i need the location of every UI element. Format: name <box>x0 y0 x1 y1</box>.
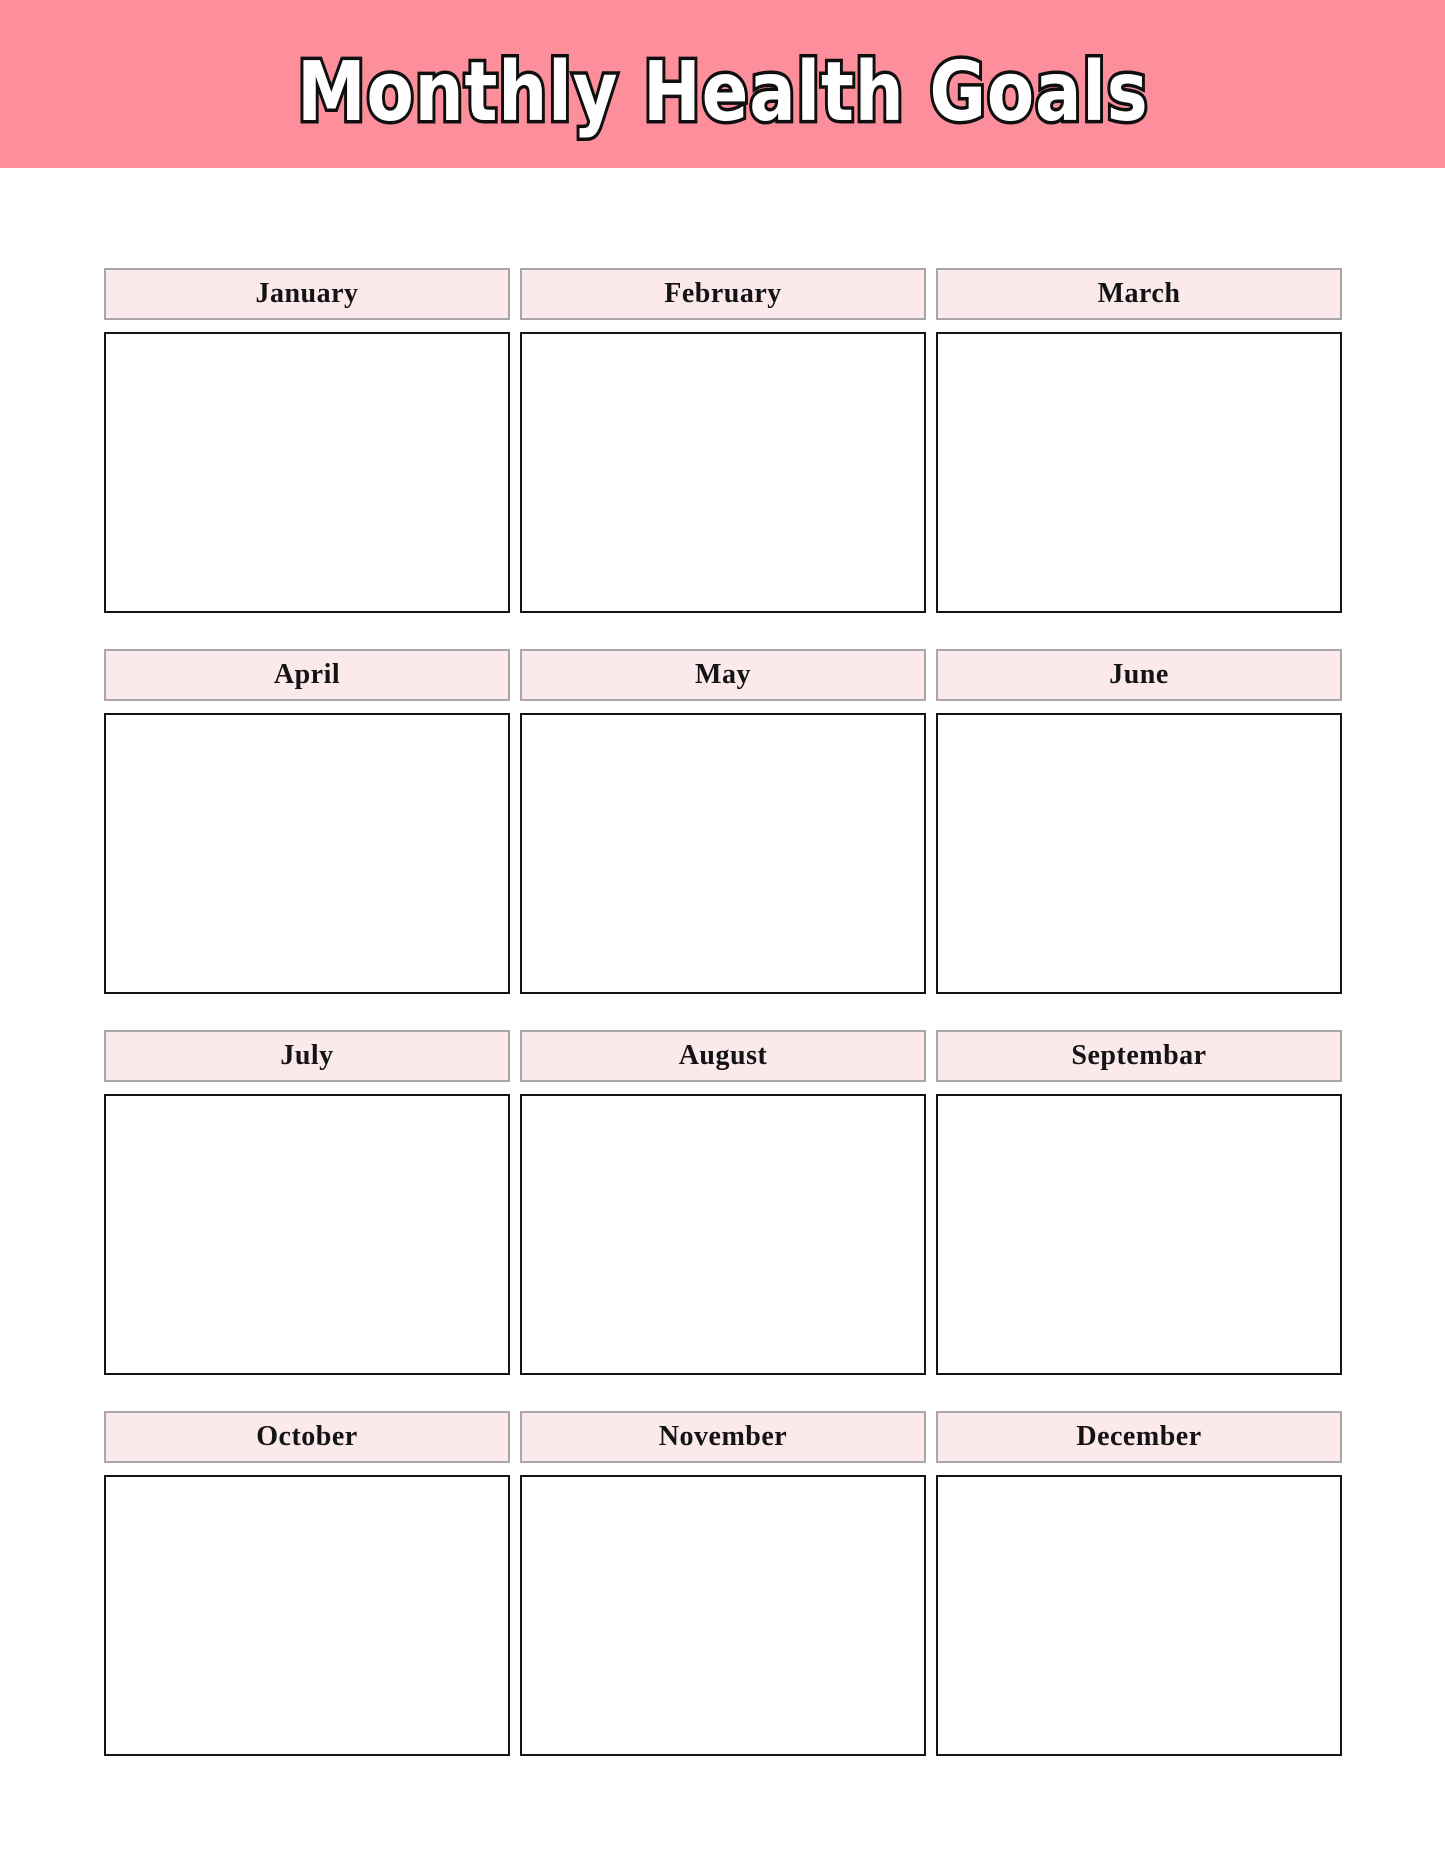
month-label: June <box>1109 659 1169 690</box>
months-grid <box>104 268 1342 1756</box>
page-title: Monthly Health Goals <box>296 44 1149 140</box>
month-card <box>520 268 926 613</box>
month-card <box>936 1030 1342 1375</box>
month-goals-box[interactable] <box>936 1475 1342 1756</box>
month-label: November <box>658 1421 788 1452</box>
month-label: March <box>1097 278 1181 309</box>
month-header <box>520 649 926 701</box>
month-header <box>520 1030 926 1082</box>
month-goals-box[interactable] <box>520 1475 926 1756</box>
month-label: May <box>695 659 751 690</box>
month-label: January <box>255 278 359 309</box>
month-label: October <box>256 1421 358 1452</box>
month-header <box>104 649 510 701</box>
month-card <box>520 649 926 994</box>
month-label: Septembar <box>1071 1040 1207 1071</box>
month-goals-box[interactable] <box>104 332 510 613</box>
month-header <box>936 1411 1342 1463</box>
month-goals-box[interactable] <box>936 332 1342 613</box>
month-header <box>520 268 926 320</box>
month-header <box>936 1030 1342 1082</box>
month-goals-box[interactable] <box>104 1475 510 1756</box>
month-label: February <box>664 278 782 309</box>
month-header <box>104 268 510 320</box>
month-header <box>936 268 1342 320</box>
month-goals-box[interactable] <box>936 713 1342 994</box>
month-card <box>104 649 510 994</box>
month-goals-box[interactable] <box>520 1094 926 1375</box>
month-header <box>936 649 1342 701</box>
month-label: July <box>280 1040 334 1071</box>
month-card <box>936 1411 1342 1756</box>
month-goals-box[interactable] <box>520 713 926 994</box>
month-goals-box[interactable] <box>104 713 510 994</box>
month-card <box>104 1030 510 1375</box>
month-label: August <box>678 1040 768 1071</box>
month-header <box>104 1411 510 1463</box>
month-card <box>104 1411 510 1756</box>
month-card <box>520 1030 926 1375</box>
month-card <box>936 649 1342 994</box>
month-label: April <box>273 659 341 690</box>
month-card <box>104 268 510 613</box>
title-banner <box>0 0 1445 168</box>
month-goals-box[interactable] <box>104 1094 510 1375</box>
month-header <box>520 1411 926 1463</box>
month-goals-box[interactable] <box>520 332 926 613</box>
month-card <box>936 268 1342 613</box>
month-card <box>520 1411 926 1756</box>
month-goals-box[interactable] <box>936 1094 1342 1375</box>
month-label: December <box>1076 1421 1202 1452</box>
month-header <box>104 1030 510 1082</box>
